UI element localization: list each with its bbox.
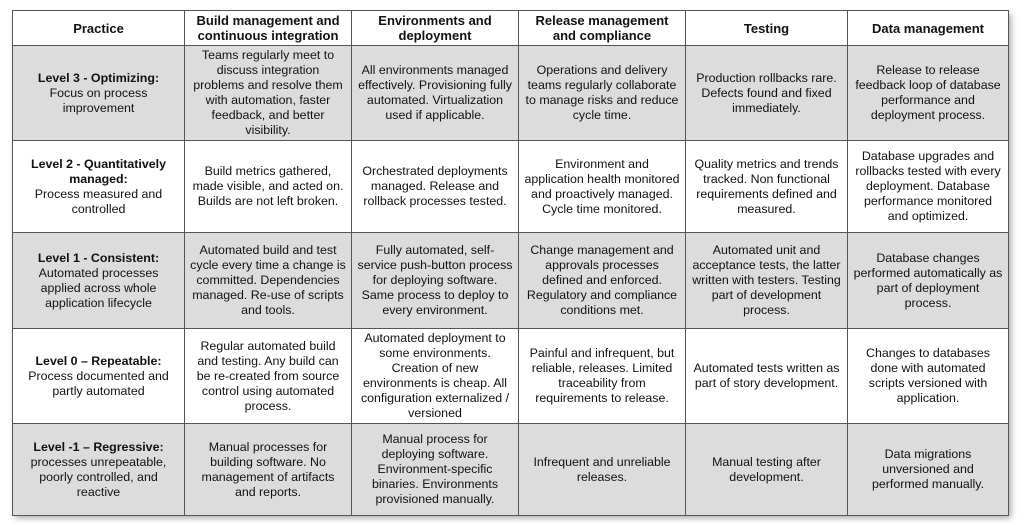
cell-testing: Quality metrics and trends tracked. Non functional requirements defined and measured.: [686, 141, 848, 233]
row-level-3: [13, 46, 1009, 141]
cell-environments: Orchestrated deployments managed. Release and rollback processes tested.: [352, 141, 519, 233]
level-title: Level -1 – Regressive:: [33, 439, 164, 454]
practice-cell: [13, 329, 185, 424]
row-level-2: [13, 141, 1009, 233]
level-description: Process documented and partly automated: [28, 368, 169, 398]
cell-build: Regular automated build and testing. Any build can be re-created from source control using automated process.: [185, 329, 352, 424]
cell-build: Manual processes for building software. No management of artifacts and reports.: [185, 424, 352, 516]
level-title: Level 2 - Quantitatively managed:: [31, 156, 166, 186]
practice-cell: [13, 46, 185, 141]
cell-data: Release to release feedback loop of database performance and deployment process.: [848, 46, 1009, 141]
cell-environments: Manual process for deploying software. Environment-specific binaries. Environments provisioned manually.: [352, 424, 519, 516]
header-release-management: Release management and compliance: [519, 11, 686, 46]
cell-release: Infrequent and unreliable releases.: [519, 424, 686, 516]
cell-testing: Manual testing after development.: [686, 424, 848, 516]
cell-data: Changes to databases done with automated scripts versioned with application.: [848, 329, 1009, 424]
cell-testing: Automated unit and acceptance tests, the latter written with testers. Testing part of development process.: [686, 233, 848, 329]
level-description: Process measured and controlled: [34, 186, 163, 216]
level-title: Level 3 - Optimizing:: [37, 70, 160, 85]
cell-release: Change management and approvals processes defined and enforced. Regulatory and compliance conditions met.: [519, 233, 686, 329]
cell-build: Automated build and test cycle every time a change is committed. Dependencies managed. Re-use of scripts and tools.: [185, 233, 352, 329]
maturity-model-table: [12, 10, 1009, 516]
header-testing: Testing: [686, 11, 848, 46]
cell-build: Teams regularly meet to discuss integration problems and resolve them with automation, faster feedback, and better visibility.: [185, 46, 352, 141]
row-level-0: [13, 329, 1009, 424]
cell-environments: All environments managed effectively. Provisioning fully automated. Virtualization used if applicable.: [352, 46, 519, 141]
cell-environments: Fully automated, self-service push-button process for deploying software. Same process to deploy to every environment.: [352, 233, 519, 329]
practice-cell: [13, 141, 185, 233]
cell-release: Operations and delivery teams regularly collaborate to manage risks and reduce cycle time.: [519, 46, 686, 141]
maturity-model-table-frame: [12, 10, 1008, 514]
practice-cell: [13, 424, 185, 516]
cell-data: Database upgrades and rollbacks tested with every deployment. Database performance monitored and optimized.: [848, 141, 1009, 233]
header-row: [13, 11, 1009, 46]
cell-testing: Automated tests written as part of story development.: [686, 329, 848, 424]
row-level-1: [13, 233, 1009, 329]
header-practice: Practice: [13, 11, 185, 46]
row-level-minus-1: [13, 424, 1009, 516]
header-environments: Environments and deployment: [352, 11, 519, 46]
level-description: processes unrepeatable, poorly controlled, and reactive: [30, 454, 167, 499]
cell-environments: Automated deployment to some environments. Creation of new environments is cheap. All configuration externalized / versioned: [352, 329, 519, 424]
level-title: Level 1 - Consistent:: [37, 250, 160, 265]
level-description: Focus on process improvement: [49, 85, 148, 115]
cell-data: Database changes performed automatically as part of deployment process.: [848, 233, 1009, 329]
level-title: Level 0 – Repeatable:: [35, 353, 162, 368]
level-description: Automated processes applied across whole application lifecycle: [38, 265, 159, 310]
cell-release: Environment and application health monitored and proactively managed. Cycle time monitored.: [519, 141, 686, 233]
cell-data: Data migrations unversioned and performed manually.: [848, 424, 1009, 516]
header-data-management: Data management: [848, 11, 1009, 46]
cell-testing: Production rollbacks rare. Defects found and fixed immediately.: [686, 46, 848, 141]
header-build-management: Build management and continuous integration: [185, 11, 352, 46]
practice-cell: [13, 233, 185, 329]
cell-build: Build metrics gathered, made visible, and acted on. Builds are not left broken.: [185, 141, 352, 233]
cell-release: Painful and infrequent, but reliable, releases. Limited traceability from requirements to release.: [519, 329, 686, 424]
